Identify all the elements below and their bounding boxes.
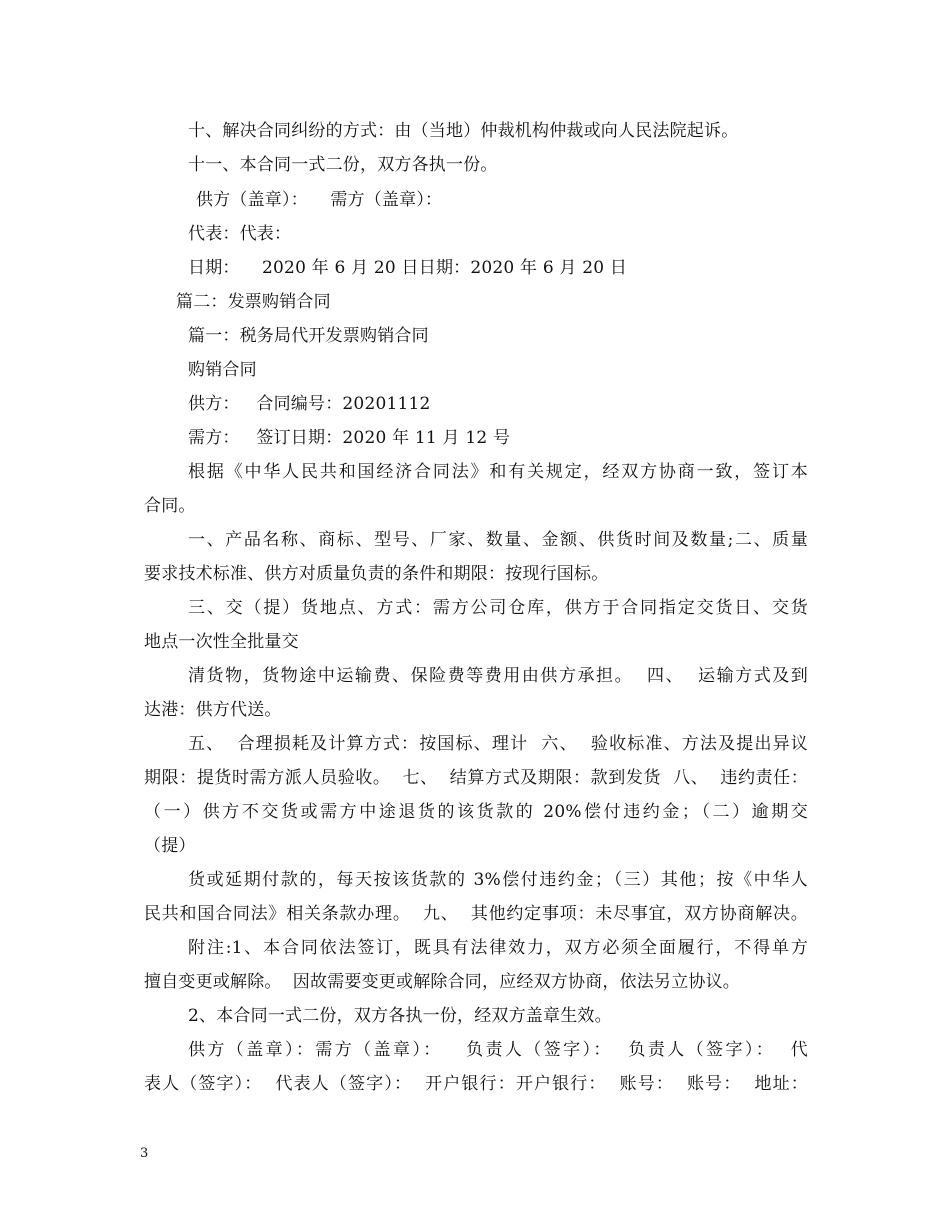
appendix-note-2: 2、本合同一式二份，双方各执一份，经双方盖章生效。: [188, 1006, 612, 1026]
date-line: 日期： 2020 年 6 月 20 日日期：2020 年 6 月 20 日: [188, 258, 628, 278]
clause-8-9-line-1: 货或延期付款的，每天按该货款的 3%偿付违约金；（三）其他；按《中华人: [188, 870, 808, 890]
section-heading-part1: 篇一：税务局代开发票购销合同: [188, 326, 429, 346]
preamble-line-1: 根据《中华人民共和国经济合同法》和有关规定，经双方协商一致，签订本: [188, 462, 808, 482]
appendix-note-line-2: 擅自变更或解除。 因故需要变更或解除合同，应经双方协商，依法另立协议。: [144, 972, 741, 992]
representative-line: 代表：代表：: [188, 224, 292, 244]
preamble-line-2: 合同。: [144, 496, 196, 516]
clause-5-8-line-1: 五、 合理损耗及计算方式：按国标、理计 六、 验收标准、方法及提出异议: [188, 734, 808, 754]
clause-5-8-line-3: （一）供方不交货或需方中途退货的该货款的 20%偿付违约金；（二）逾期交: [144, 802, 808, 822]
clause-1-2-line-2: 要求技术标准、供方对质量负责的条件和期限：按现行国标。: [144, 564, 609, 584]
clause-10-dispute: 十、解决合同纠纷的方式：由（当地）仲裁机构仲裁或向人民法院起诉。: [188, 121, 739, 141]
signature-block-line-1: 供方（盖章）：需方（盖章）： 负责人（签字）： 负责人（签字）： 代: [188, 1040, 808, 1060]
clause-5-8-line-4: （提）: [144, 836, 196, 856]
clause-5-8-line-2: 期限：提货时需方派人员验收。 七、 结算方式及期限：款到发货 八、 违约责任：: [144, 768, 808, 788]
section-heading-part2: 篇二：发票购销合同: [176, 292, 331, 312]
supplier-contract-number: 供方： 合同编号：20201112: [188, 394, 431, 414]
page-number: 3: [140, 1146, 149, 1161]
clause-3-4-line-2: 达港：供方代送。: [144, 700, 282, 720]
signature-seal-line: 供方（盖章）： 需方（盖章）：: [196, 190, 443, 210]
clause-3-4-line-1: 清货物，货物途中运输费、保险费等费用由供方承担。 四、 运输方式及到: [188, 666, 808, 686]
clause-3-line-1: 三、交（提）货地点、方式：需方公司仓库，供方于合同指定交货日、交货: [188, 598, 808, 618]
clause-1-2-line-1: 一、产品名称、商标、型号、厂家、数量、金额、供货时间及数量;二、质量: [188, 530, 808, 550]
signature-block-line-2: 表人（签字）： 代表人（签字）： 开户银行：开户银行： 账号： 账号： 地址：: [144, 1074, 808, 1094]
appendix-note-line-1: 附注:1、本合同依法签订，既具有法律效力，双方必须全面履行，不得单方: [188, 938, 808, 958]
clause-8-9-line-2: 民共和国合同法》相关条款办理。 九、 其他约定事项：未尽事宜，双方协商解决。: [144, 904, 808, 924]
buyer-sign-date: 需方： 签订日期：2020 年 11 月 12 号: [188, 428, 511, 448]
clause-11-copies: 十一、本合同一式二份，双方各执一份。: [188, 155, 498, 175]
contract-title: 购销合同: [188, 360, 257, 380]
clause-3-line-2: 地点一次性全批量交: [144, 632, 299, 652]
